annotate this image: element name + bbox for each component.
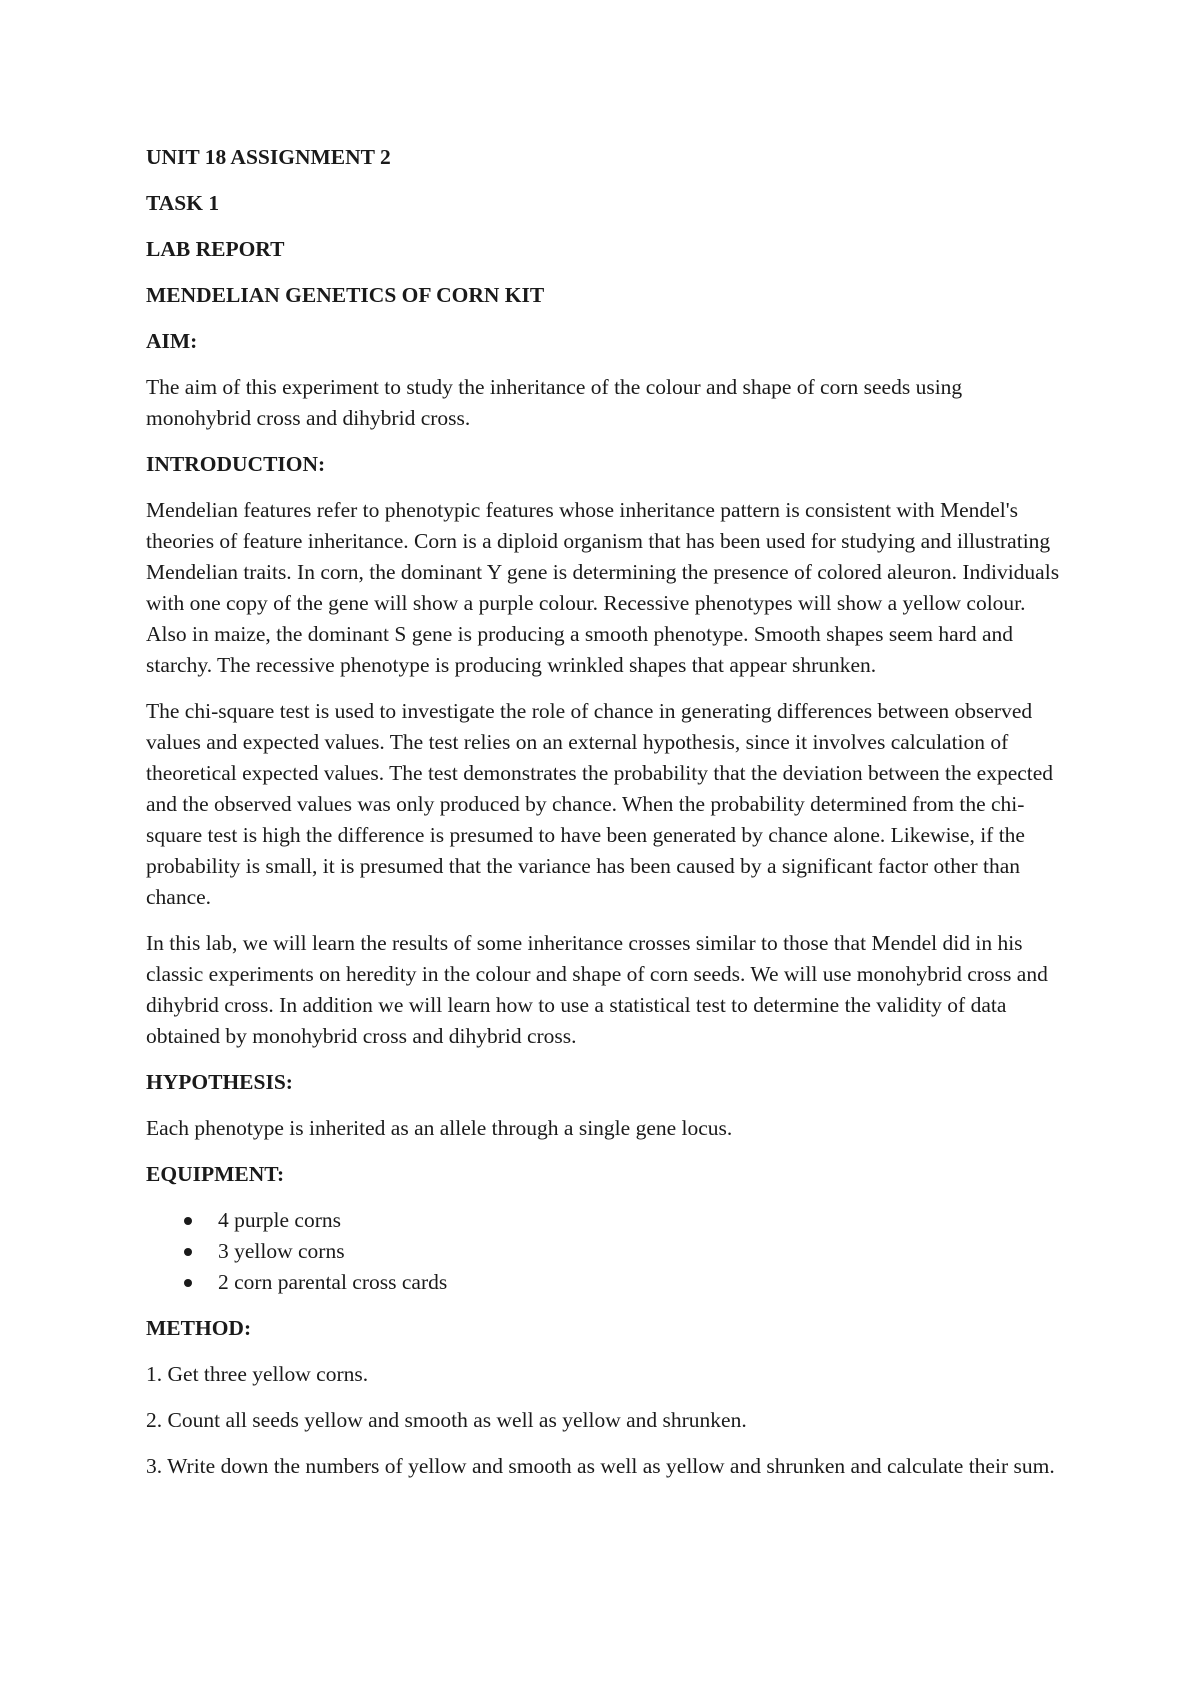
equipment-list bbox=[146, 1205, 1066, 1298]
aim-heading: AIM: bbox=[146, 329, 198, 353]
method-step-3: 3. Write down the numbers of yellow and smooth as well as yellow and shrunken and calculate their sum. bbox=[146, 1454, 1055, 1478]
equipment-item bbox=[146, 1205, 1066, 1236]
equipment-heading: EQUIPMENT: bbox=[146, 1162, 285, 1186]
equipment-item bbox=[146, 1236, 1066, 1267]
bullet-icon bbox=[184, 1248, 192, 1256]
document-page bbox=[146, 142, 1066, 1497]
introduction-paragraph-1: Mendelian features refer to phenotypic features whose inheritance pattern is consistent with Mendel's theories of feature inheritance. Corn is a diploid organism that has been used for studying and illustrating Mendelian traits. In corn, the dominant Y gene is determining the presence of colored aleuron. Individuals with one copy of the gene will show a purple colour. Recessive phenotypes will show a yellow colour. Also in maize, the dominant S gene is producing a smooth phenotype. Smooth shapes seem hard and starchy. The recessive phenotype is producing wrinkled shapes that appear shrunken. bbox=[146, 498, 1060, 677]
equipment-item-label: 2 corn parental cross cards bbox=[218, 1270, 448, 1294]
report-heading: LAB REPORT bbox=[146, 237, 285, 261]
equipment-item-label: 4 purple corns bbox=[218, 1208, 341, 1232]
equipment-item-label: 3 yellow corns bbox=[218, 1239, 345, 1263]
introduction-paragraph-3: In this lab, we will learn the results of some inheritance crosses similar to those that Mendel did in his classic experiments on heredity in the colour and shape of corn seeds. We will use monohybrid cross and dihybrid cross. In addition we will learn how to use a statistical test to determine the validity of data obtained by monohybrid cross and dihybrid cross. bbox=[146, 931, 1048, 1048]
bullet-icon bbox=[184, 1217, 192, 1225]
introduction-paragraph-2: The chi-square test is used to investigate the role of chance in generating differences between observed values and expected values. The test relies on an external hypothesis, since it involves calculation of theoretical expected values. The test demonstrates the probability that the deviation between the expected and the observed values was only produced by chance. When the probability determined from the chi-square test is high the difference is presumed to have been generated by chance alone. Likewise, if the probability is small, it is presumed that the variance has been caused by a significant factor other than chance. bbox=[146, 699, 1054, 909]
introduction-heading: INTRODUCTION: bbox=[146, 452, 326, 476]
method-step-1: 1. Get three yellow corns. bbox=[146, 1362, 369, 1386]
method-heading: METHOD: bbox=[146, 1316, 252, 1340]
equipment-item bbox=[146, 1267, 1066, 1298]
bullet-icon bbox=[184, 1279, 192, 1287]
hypothesis-heading: HYPOTHESIS: bbox=[146, 1070, 293, 1094]
unit-heading: UNIT 18 ASSIGNMENT 2 bbox=[146, 145, 391, 169]
task-heading: TASK 1 bbox=[146, 191, 220, 215]
document-title: MENDELIAN GENETICS OF CORN KIT bbox=[146, 283, 545, 307]
aim-paragraph: The aim of this experiment to study the inheritance of the colour and shape of corn seeds using monohybrid cross and dihybrid cross. bbox=[146, 375, 963, 430]
hypothesis-paragraph: Each phenotype is inherited as an allele through a single gene locus. bbox=[146, 1116, 733, 1140]
method-step-2: 2. Count all seeds yellow and smooth as well as yellow and shrunken. bbox=[146, 1408, 747, 1432]
